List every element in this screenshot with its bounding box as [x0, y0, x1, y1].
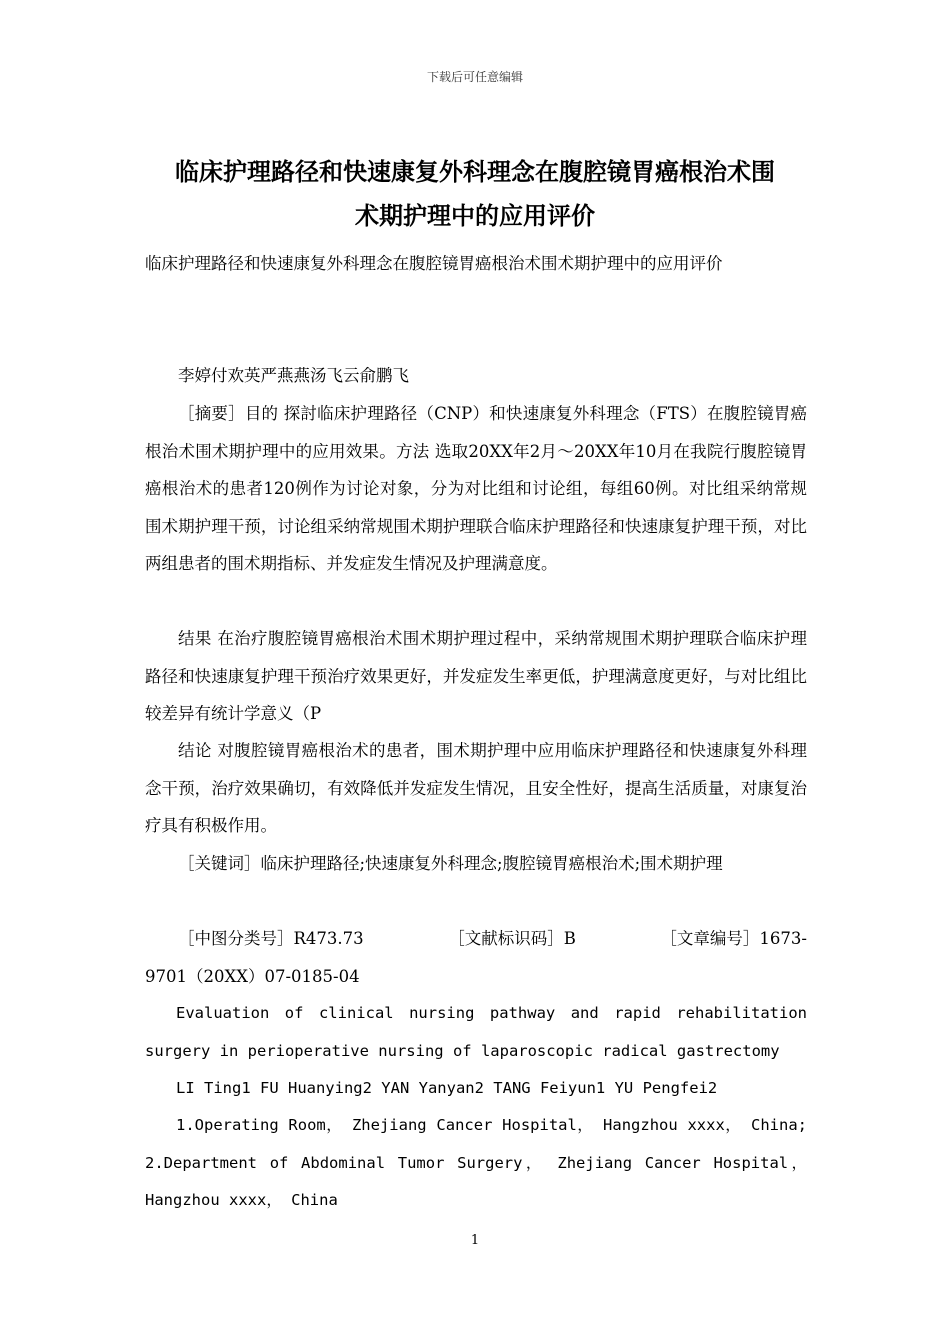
header-note: 下载后可任意编辑	[426, 70, 523, 84]
title-line-2: 术期护理中的应用评价	[355, 202, 595, 230]
english-title: Evaluation of clinical nursing pathway and rapid rehabilitation surgery in perioperative nursing of laparoscopic radical gastrectomy	[145, 1004, 807, 1060]
article-number-part-2: 9701（20XX）07-0185-04	[145, 966, 360, 986]
clc-number: ［中图分类号］R473.73	[178, 929, 364, 948]
keywords-paragraph: ［关键词］临床护理路径;快速康复外科理念;腹腔镜胃癌根治术;围术期护理	[178, 854, 723, 873]
abstract-purpose-methods: ［摘要］目的 探討临床护理路径（CNP）和快速康复外科理念（FTS）在腹腔镜胃癌根治术围术期护理中的应用效果。方法 选取20XX年2月～20XX年10月在我院行腹腔镜胃癌根治术的患者120例作为讨论对象，分为对比组和讨论组，每组60例。对比组采纳常规围术期护理干预，讨论组采纳常规围术期护理联合临床护理路径和快速康复护理干预，对比两组患者的围术期指标、并发症发生情况及护理满意度。	[145, 404, 807, 573]
abstract-results: 结果 在治疗腹腔镜胃癌根治术围术期护理过程中，采纳常规围术期护理联合临床护理路径和快速康复护理干预治疗效果更好，并发症发生率更低，护理满意度更好，与对比组比较差异有统计学意义（P	[145, 629, 807, 723]
english-affiliations: 1.Operating Room， Zhejiang Cancer Hospital， Hangzhou xxxx， China; 2.Department of Abdominal Tumor Surgery， Zhejiang Cancer Hospital， Hangzhou xxxx， China	[145, 1116, 807, 1209]
authors-line: 李婷付欢英严燕燕汤飞云俞鹏飞	[178, 366, 409, 385]
classification-block	[145, 920, 807, 995]
abstract-conclusion: 结论 对腹腔镜胃癌根治术的患者，围术期护理中应用临床护理路径和快速康复外科理念干预，治疗效果确切，有效降低并发症发生情况，且安全性好，提高生活质量，对康复治疗具有积极作用。	[145, 741, 807, 835]
classification-row	[145, 920, 807, 958]
document-code: ［文献标识码］B	[448, 929, 576, 948]
document-title	[145, 150, 805, 238]
english-authors: LI Ting1 FU Huanying2 YAN Yanyan2 TANG Feiyun1 YU Pengfei2	[176, 1079, 718, 1097]
subtitle-paragraph: 临床护理路径和快速康复外科理念在腹腔镜胃癌根治术围术期护理中的应用评价	[145, 254, 723, 273]
page-number: 1	[470, 1233, 480, 1248]
article-number-part-1: ［文章编号］1673-	[660, 929, 807, 948]
title-line-1: 临床护理路径和快速康复外科理念在腹腔镜胃癌根治术围	[175, 158, 775, 186]
